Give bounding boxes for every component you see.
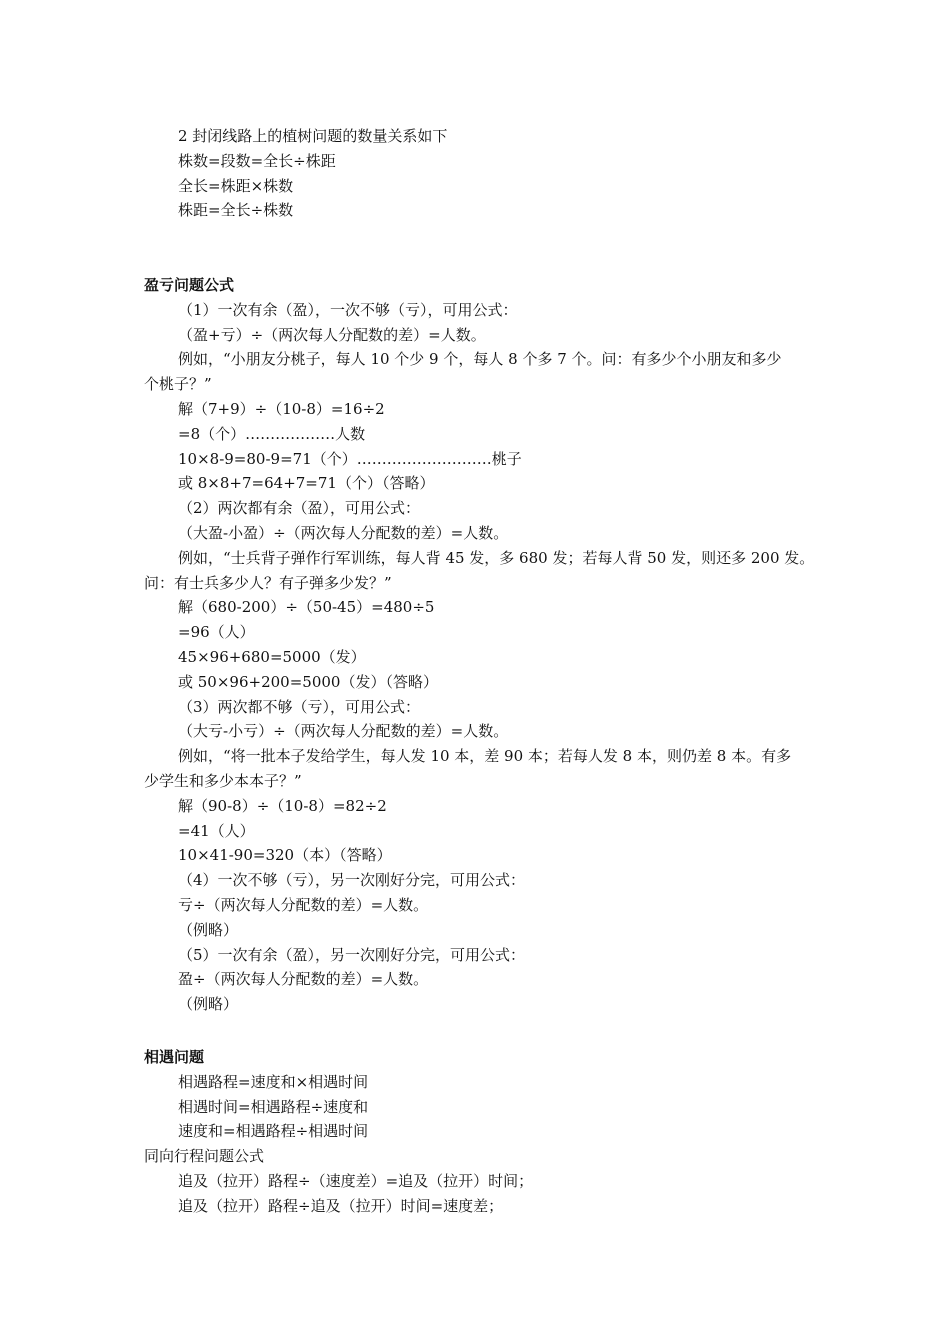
meeting-lines <box>0 1070 950 1219</box>
text-line: 问：有士兵多少人？有子弹多少发？” <box>144 573 392 592</box>
text-line: 例如，“小朋友分桃子，每人 10 个少 9 个，每人 8 个多 7 个。问：有多少个小朋友和多少 <box>178 350 782 369</box>
text-line: 同向行程问题公式 <box>144 1147 265 1166</box>
text-line: （1）一次有余（盈），一次不够（亏），可用公式： <box>178 300 518 319</box>
text-line: 株距=全长÷株数 <box>178 201 294 220</box>
text-line: （例略） <box>178 995 239 1014</box>
text-line: =96（人） <box>178 623 255 642</box>
text-line: 追及（拉开）路程÷（速度差）=追及（拉开）时间； <box>178 1171 534 1190</box>
text-line: 或 50×96+200=5000（发）（答略） <box>178 672 438 691</box>
text-line: 10×41-90=320（本）（答略） <box>178 846 392 865</box>
text-line: （盈+亏）÷（两次每人分配数的差）=人数。 <box>178 325 486 344</box>
text-line: 例如，“将一批本子发给学生，每人发 10 本，差 90 本；若每人发 8 本，则仍差 8 本。有多 <box>178 747 792 766</box>
section-heading: 盈亏问题公式 <box>144 276 235 294</box>
text-line: 个桃子？” <box>144 375 212 394</box>
section-heading: 相遇问题 <box>144 1048 205 1066</box>
text-line: 解（90-8）÷（10-8）=82÷2 <box>178 796 387 815</box>
text-line: （大盈-小盈）÷（两次每人分配数的差）=人数。 <box>178 523 509 542</box>
text-line: =41（人） <box>178 821 255 840</box>
text-line: 株数=段数=全长÷株距 <box>178 151 336 170</box>
text-line: （2）两次都有余（盈），可用公式： <box>178 499 421 518</box>
surplus-lines <box>0 298 950 1017</box>
text-line: 或 8×8+7=64+7=71（个）（答略） <box>178 474 435 493</box>
text-line: 速度和=相遇路程÷相遇时间 <box>178 1122 369 1141</box>
text-line: （3）两次都不够（亏），可用公式： <box>178 697 421 716</box>
section-meeting <box>0 1045 950 1219</box>
section-surplus-deficit <box>0 273 950 1017</box>
text-line: 2 封闭线路上的植树问题的数量关系如下 <box>178 127 448 145</box>
text-line: 盈÷（两次每人分配数的差）=人数。 <box>178 970 429 989</box>
text-line: 相遇路程=速度和×相遇时间 <box>178 1072 369 1091</box>
text-line: 解（7+9）÷（10-8）=16÷2 <box>178 399 385 418</box>
text-line: 10×8-9=80-9=71（个）………………………桃子 <box>178 449 522 468</box>
text-line: 相遇时间=相遇路程÷速度和 <box>178 1097 369 1116</box>
text-line: 45×96+680=5000（发） <box>178 647 366 666</box>
text-line: =8（个）………………人数 <box>178 424 366 443</box>
text-line: （4）一次不够（亏），另一次刚好分完，可用公式： <box>178 871 526 890</box>
text-line: 解（680-200）÷（50-45）=480÷5 <box>178 598 435 617</box>
text-line: （5）一次有余（盈），另一次刚好分完，可用公式： <box>178 945 526 964</box>
text-line: 亏÷（两次每人分配数的差）=人数。 <box>178 895 429 914</box>
text-line: 追及（拉开）路程÷追及（拉开）时间=速度差； <box>178 1196 504 1215</box>
section-tree-planting <box>0 124 950 223</box>
text-line: （大亏-小亏）÷（两次每人分配数的差）=人数。 <box>178 722 509 741</box>
text-line: 少学生和多少本本子？” <box>144 771 302 790</box>
text-line: （例略） <box>178 920 239 939</box>
text-line: 例如，“士兵背子弹作行军训练，每人背 45 发，多 680 发；若每人背 50 发，则还多 200 发。 <box>178 548 815 567</box>
text-line: 全长=株距×株数 <box>178 176 294 195</box>
